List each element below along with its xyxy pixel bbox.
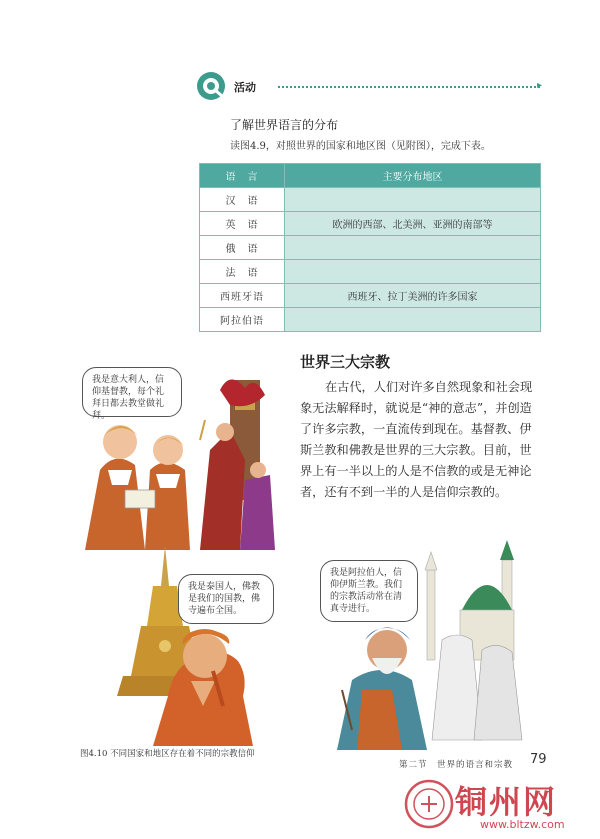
table-cell-language: 西班牙语 <box>200 284 285 308</box>
section-title: 世界三大宗教 <box>300 353 391 371</box>
table-cell-region: 欧洲的西部、北美洲、亚洲的南部等 <box>285 212 541 236</box>
table-header-language: 语 言 <box>200 164 285 188</box>
watermark-seal-icon <box>403 778 455 830</box>
activity-icon <box>196 71 226 101</box>
speech-bubble-italian: 我是意大利人，信仰基督教，每个礼拜日都去教堂做礼拜。 <box>82 367 182 417</box>
activity-label: 活动 <box>234 81 256 94</box>
table-header-row <box>200 164 541 188</box>
table-row <box>200 188 541 212</box>
table-cell-language: 英 语 <box>200 212 285 236</box>
table-cell-region: 西班牙、拉丁美洲的许多国家 <box>285 284 541 308</box>
section-body: 在古代，人们对许多自然现象和社会现象无法解释时，就说是“神的意志”，并创造了许多宗教，一直流传到现在。基督教、伊斯兰教和佛教是世界的三大宗教。目前，世界上有一半以上的人是不信教的或是无神论者，还有不到一半的人是信仰宗教的。 <box>300 380 533 499</box>
watermark-url[interactable]: www.bltzw.com <box>480 818 565 831</box>
speech-bubble-thai: 我是泰国人，佛教是我们的国教，佛寺遍布全国。 <box>178 574 274 624</box>
table-row <box>200 260 541 284</box>
table-row <box>200 284 541 308</box>
activity-divider <box>278 86 540 88</box>
table-row <box>200 308 541 332</box>
task-title: 了解世界语言的分布 <box>230 118 339 132</box>
language-table <box>199 163 541 332</box>
page-number: 79 <box>530 752 547 767</box>
table-cell-region[interactable] <box>285 308 541 332</box>
task-description: 读图4.9，对照世界的国家和地区图（见附图），完成下表。 <box>230 141 491 152</box>
speech-bubble-arab: 我是阿拉伯人，信仰伊斯兰教。我们的宗教活动常在清真寺进行。 <box>320 560 418 622</box>
figure-caption: 图4.10 不同国家和地区存在着不同的宗教信仰 <box>80 749 255 759</box>
table-cell-region[interactable] <box>285 236 541 260</box>
table-cell-language: 法 语 <box>200 260 285 284</box>
table-row <box>200 212 541 236</box>
table-cell-region[interactable] <box>285 188 541 212</box>
footer-section-title: 第二节 世界的语言和宗教 <box>399 760 514 770</box>
table-cell-language: 汉 语 <box>200 188 285 212</box>
table-cell-language: 俄 语 <box>200 236 285 260</box>
table-cell-region[interactable] <box>285 260 541 284</box>
watermark-text: 铜州网 <box>455 783 558 821</box>
table-header-region: 主要分布地区 <box>285 164 541 188</box>
table-cell-language: 阿拉伯语 <box>200 308 285 332</box>
table-row <box>200 236 541 260</box>
arrow-right-icon: ▸ <box>537 80 543 91</box>
